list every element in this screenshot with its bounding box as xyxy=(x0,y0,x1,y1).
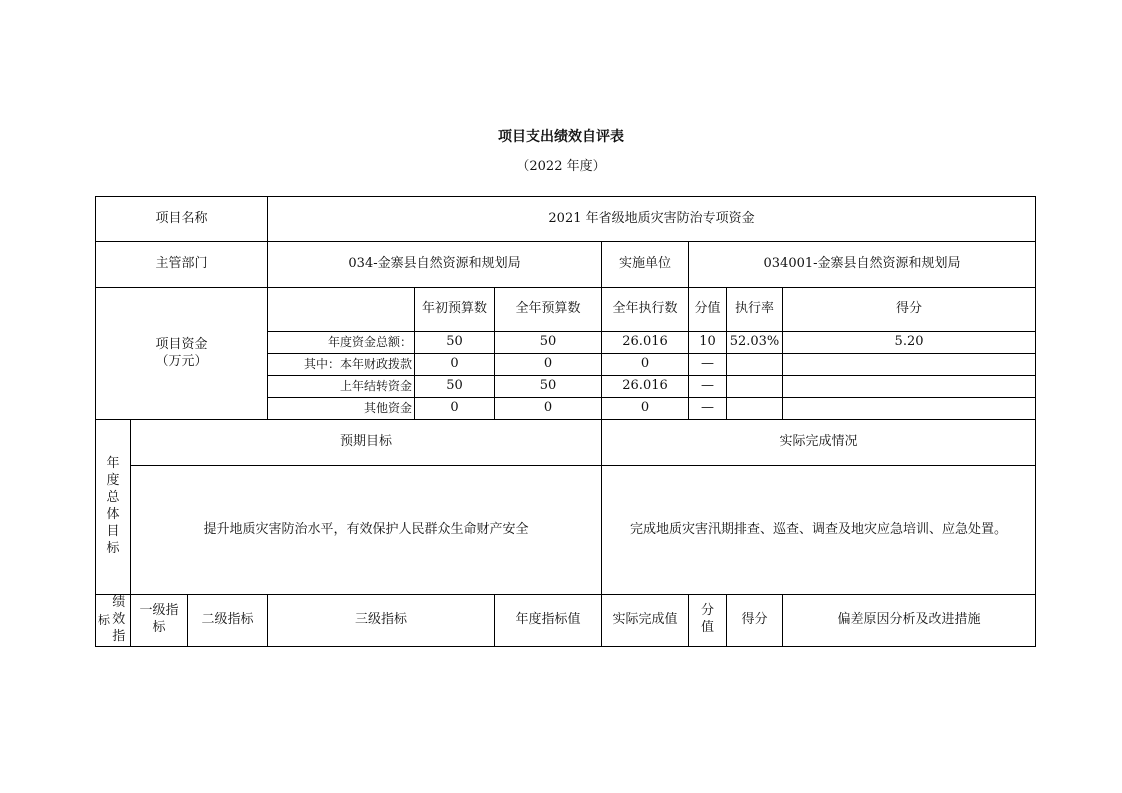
goals-header-row xyxy=(96,420,1036,466)
funds-weight-value: — xyxy=(689,398,727,420)
deviation-analysis-header: 偏差原因分析及改进措施 xyxy=(783,595,1036,647)
header-execution: 全年执行数 xyxy=(602,288,689,332)
implementing-unit-value: 034001-金寨县自然资源和规划局 xyxy=(689,242,1036,288)
funds-rate-value xyxy=(727,376,783,398)
performance-evaluation-table xyxy=(95,196,1036,647)
funds-score-value xyxy=(783,354,1036,376)
actual-value-header: 实际完成值 xyxy=(602,595,689,647)
funds-initial-value: 0 xyxy=(415,398,495,420)
department-label: 主管部门 xyxy=(96,242,268,288)
funds-header-blank xyxy=(268,288,415,332)
funds-execution-value: 0 xyxy=(602,398,689,420)
annual-indicator-value-header: 年度指标值 xyxy=(495,595,602,647)
header-score: 得分 xyxy=(783,288,1036,332)
indicator-weight-header xyxy=(689,595,727,647)
indicator-weight-text: 分值 xyxy=(701,603,715,636)
indicator-side-label-b xyxy=(108,595,131,647)
expected-goal-text: 提升地质灾害防治水平，有效保护人民群众生命财产安全 xyxy=(131,466,602,595)
page-title: 项目支出绩效自评表 xyxy=(498,129,624,145)
funds-score-value: 5.20 xyxy=(783,332,1036,354)
annual-goal-side-text: 年度总体目标 xyxy=(106,456,120,556)
annual-goal-side-label xyxy=(96,420,131,595)
funds-row-label: 上年结转资金 xyxy=(268,376,415,398)
project-funds-label-line1: 项目资金 xyxy=(155,336,208,352)
indicator-side-label-a xyxy=(96,595,111,647)
project-funds-label-line2: （万元） xyxy=(155,353,208,369)
indicator-side-b-text: 绩效指 xyxy=(112,595,126,644)
goals-content-row xyxy=(96,466,1036,595)
actual-completion-header: 实际完成情况 xyxy=(602,420,1036,466)
funds-initial-value: 50 xyxy=(415,376,495,398)
level1-indicator-header xyxy=(131,595,188,647)
funds-rate-value: 52.03% xyxy=(727,332,783,354)
indicator-header-row xyxy=(96,595,1036,647)
funds-rate-value xyxy=(727,398,783,420)
project-funds-label xyxy=(96,288,268,420)
implementing-unit-label: 实施单位 xyxy=(602,242,689,288)
header-weight: 分值 xyxy=(689,288,727,332)
funds-header-row xyxy=(96,288,1036,332)
department-value: 034-金寨县自然资源和规划局 xyxy=(268,242,602,288)
expected-goal-header: 预期目标 xyxy=(131,420,602,466)
header-execution-rate: 执行率 xyxy=(727,288,783,332)
department-row xyxy=(96,242,1036,288)
funds-execution-value: 26.016 xyxy=(602,332,689,354)
funds-full-year-value: 0 xyxy=(495,354,602,376)
funds-full-year-value: 50 xyxy=(495,376,602,398)
funds-weight-value: — xyxy=(689,376,727,398)
indicator-score-header: 得分 xyxy=(727,595,783,647)
page-subtitle: （2022 年度） xyxy=(516,159,606,174)
funds-row-label: 其中：本年财政拨款 xyxy=(268,354,415,376)
funds-full-year-value: 0 xyxy=(495,398,602,420)
funds-execution-value: 26.016 xyxy=(602,376,689,398)
funds-full-year-value: 50 xyxy=(495,332,602,354)
header-full-year-budget: 全年预算数 xyxy=(495,288,602,332)
funds-score-value xyxy=(783,376,1036,398)
level2-indicator-header: 二级指标 xyxy=(188,595,268,647)
funds-weight-value: 10 xyxy=(689,332,727,354)
funds-score-value xyxy=(783,398,1036,420)
level1-indicator-text: 一级指标 xyxy=(139,603,179,636)
indicator-side-a-text: 标 xyxy=(98,612,111,627)
project-name-label: 项目名称 xyxy=(96,197,268,242)
funds-weight-value: — xyxy=(689,354,727,376)
funds-row-label: 年度资金总额： xyxy=(268,332,415,354)
funds-rate-value xyxy=(727,354,783,376)
funds-row-label: 其他资金 xyxy=(268,398,415,420)
project-name-value: 2021 年省级地质灾害防治专项资金 xyxy=(268,197,1036,242)
actual-completion-text: 完成地质灾害汛期排查、巡查、调查及地灾应急培训、应急处置。 xyxy=(602,466,1036,595)
header-initial-budget: 年初预算数 xyxy=(415,288,495,332)
funds-initial-value: 50 xyxy=(415,332,495,354)
funds-execution-value: 0 xyxy=(602,354,689,376)
project-name-row xyxy=(96,197,1036,242)
level3-indicator-header: 三级指标 xyxy=(268,595,495,647)
funds-initial-value: 0 xyxy=(415,354,495,376)
